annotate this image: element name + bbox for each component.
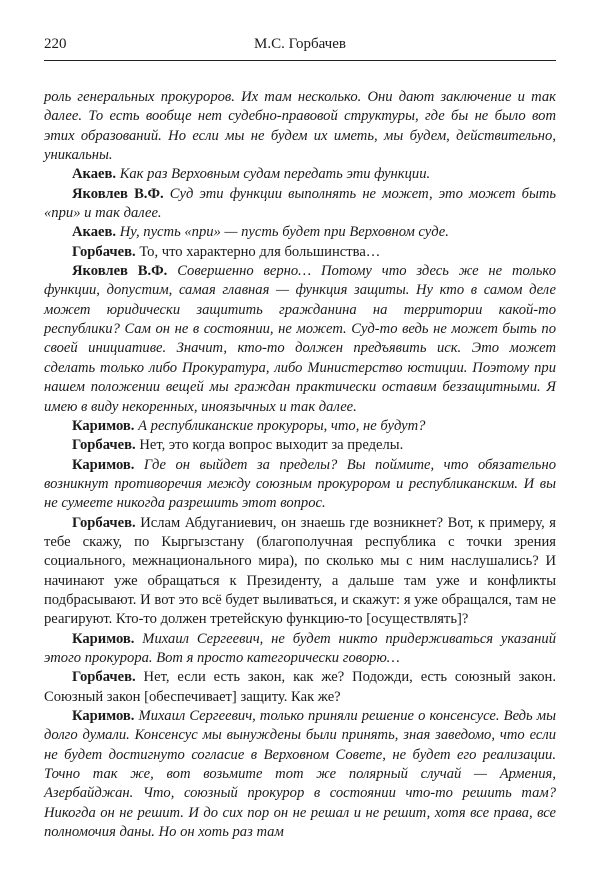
page-number: 220 bbox=[44, 36, 67, 52]
speaker-name: Каримов. bbox=[72, 630, 135, 647]
paragraph bbox=[44, 243, 556, 262]
remark-text: То, что характерно для большинства… bbox=[139, 243, 381, 260]
paragraph bbox=[44, 223, 556, 242]
remark-text: Нет, если есть закон, как же? Подожди, есть союзный закон. Союзный закон [обеспечивает] защиту. Как же? bbox=[44, 669, 556, 705]
paragraph bbox=[44, 262, 556, 417]
remark-text: роль генеральных прокуроров. Их там несколько. Они дают заключение и так далее. То есть вообще нет судебно-правовой структуры, где бы не было вот этих образований. Но если мы не будем их иметь, мы будем, действительно, уникальны. bbox=[44, 89, 556, 164]
paragraph bbox=[44, 417, 556, 436]
remark-text: Михаил Сергеевич, не будет никто придерживаться указаний этого прокурора. Вот я просто категорически говорю… bbox=[44, 630, 556, 666]
paragraph bbox=[44, 707, 556, 842]
remark-text: Нет, это когда вопрос выходит за пределы. bbox=[139, 437, 404, 454]
paragraph bbox=[44, 165, 556, 184]
page-body bbox=[44, 88, 556, 842]
speaker-name: Горбачев. bbox=[72, 243, 136, 260]
paragraph bbox=[44, 436, 556, 455]
speaker-name: Каримов. bbox=[72, 708, 135, 724]
remark-text: Суд эти функции выполнять не может, это может быть «при» и так далее. bbox=[44, 185, 557, 222]
remark-text: Где он выйдет за пределы? Вы поймите, что обязательно возникнут противоречия между союзным прокурором и республиканским. И вы не сумеете никогда разрешить этот вопрос. bbox=[44, 456, 556, 512]
remark-text: Совершенно верно… Потому что здесь же не только функции, допустим, самая главная — функция защиты. Ну кто в самом деле может юридически защитить гражданина на территории какой-то республики? Сам он не в состоянии, не может. Суд-то ведь не может быть по своей инициативе. Значит, кто-то должен предъявить иск. Это может сделать только либо Прокуратура, либо Министерство юстиции. Поэтому при нашем положении вещей мы граждан практически оставим беззащитными. Я имею в виду некоренных, иноязычных и так далее. bbox=[44, 263, 556, 415]
paragraph bbox=[44, 668, 556, 707]
speaker-name: Яковлев В.Ф. bbox=[72, 185, 164, 202]
speaker-name: Горбачев. bbox=[72, 669, 136, 686]
paragraph bbox=[44, 456, 556, 514]
page-header bbox=[44, 36, 556, 61]
remark-text: Ислам Абдуганиевич, он знаешь где возникнет? Вот, к примеру, я тебе скажу, по Кыргызстану (благополучная республика с точки зрения социального, межнационального мира), по сколько мы с ним наслушались? И начинают уже обращаться к Президенту, а дальше там уже и конфликты подбрасывают. И вот это всё будет выливаться, и скажут: я уже обращался, там не реагируют. Кто-то должен третейскую функцию-то [осуществлять]? bbox=[44, 514, 556, 628]
speaker-name: Яковлев В.Ф. bbox=[72, 263, 168, 280]
paragraph bbox=[44, 514, 556, 630]
remark-text: Как раз Верховным судам передать эти функции. bbox=[119, 166, 431, 183]
speaker-name: Акаев. bbox=[72, 166, 117, 183]
speaker-name: Каримов. bbox=[72, 456, 135, 473]
paragraph bbox=[44, 185, 556, 224]
remark-text: А республиканские прокуроры, что, не будут? bbox=[138, 417, 426, 434]
remark-text: Михаил Сергеевич, только приняли решение о консенсусе. Ведь мы долго думали. Консенсус мы вынуждены были принять, зная заведомо, что если не будет достигнуто согласие в Верховном Совете, не будет его реализации. Точно так же, вот возьмите тот же полярный случай — Армения, Азербайджан. Что, союзный прокурор в состоянии что-то решить там? Никогда он не решит. И до сих пор он не решал и не решит, хотя все права, все полномочия даны. Но он хоть раз там bbox=[44, 708, 556, 841]
speaker-name: Горбачев. bbox=[72, 437, 136, 454]
paragraph bbox=[44, 630, 556, 669]
running-title: М.С. Горбачев bbox=[254, 36, 346, 52]
speaker-name: Акаев. bbox=[72, 224, 117, 241]
paragraph-continued bbox=[44, 88, 556, 165]
speaker-name: Горбачев. bbox=[72, 514, 136, 531]
remark-text: Ну, пусть «при» — пусть будет при Верховном суде. bbox=[119, 224, 449, 241]
speaker-name: Каримов. bbox=[72, 417, 135, 434]
